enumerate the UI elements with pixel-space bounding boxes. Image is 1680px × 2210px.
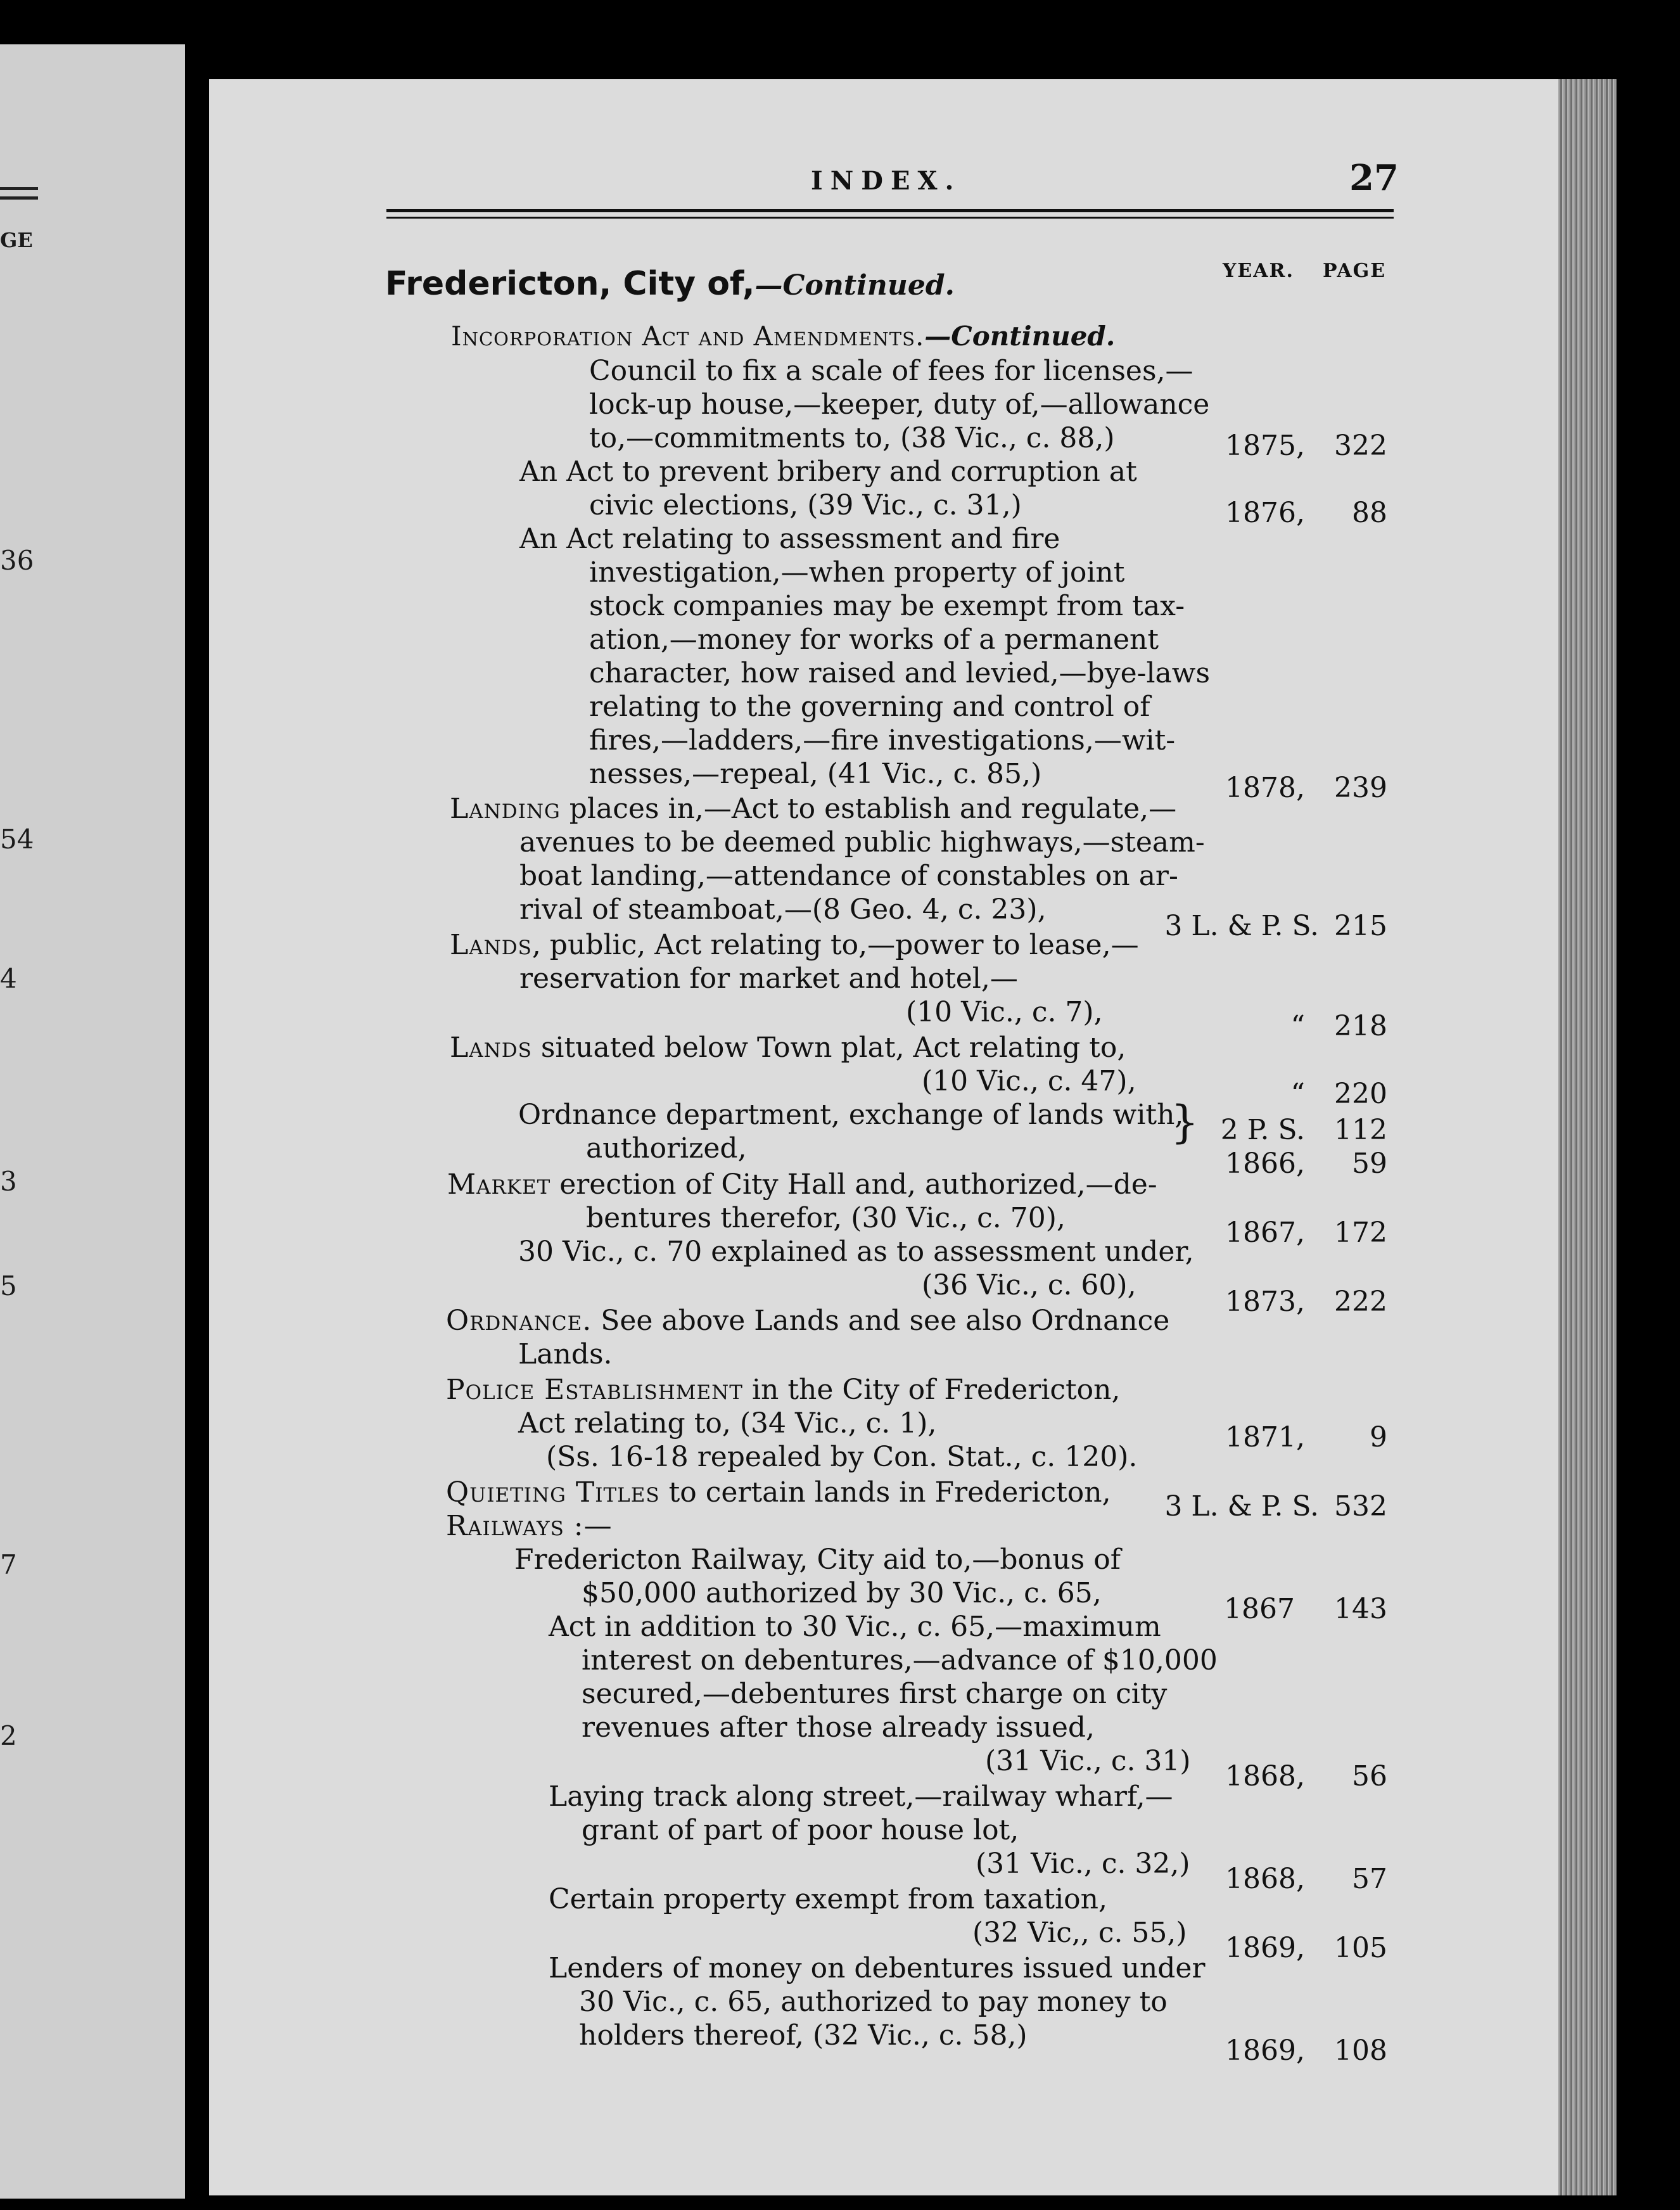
index-line: Ordnance department, exchange of lands with, — [518, 1099, 1184, 1131]
index-line: to,—commitments to, (38 Vic., c. 88,) — [589, 422, 1115, 454]
running-head: INDEX. — [811, 166, 962, 196]
ref-page: 108 — [1334, 2034, 1387, 2067]
index-line: (10 Vic., c. 7), — [906, 996, 1103, 1028]
ref-page: 215 — [1334, 910, 1387, 942]
ref-page: 322 — [1334, 430, 1387, 462]
header-rule — [386, 217, 1394, 219]
index-line: stock companies may be exempt from tax- — [589, 590, 1185, 622]
bracket-brace: } — [1171, 1096, 1199, 1148]
index-line: Laying track along street,—railway wharf,— — [549, 1780, 1173, 1813]
ref-page: 532 — [1334, 1490, 1387, 1523]
index-keyword: Lands — [450, 1032, 532, 1064]
index-line: fires,—ladders,—fire investigations,—wit- — [589, 724, 1176, 757]
header-rule — [386, 209, 1394, 212]
ref-year: 1868, — [1225, 1863, 1305, 1895]
ref-year: “ — [1290, 1078, 1305, 1110]
page-edge — [1558, 79, 1617, 2195]
index-line: (31 Vic., c. 31) — [985, 1745, 1191, 1777]
index-line-text: places in,—Act to establish and regulate,— — [560, 793, 1177, 825]
ref-page: 105 — [1334, 1932, 1387, 1964]
index-line: holders thereof, (32 Vic., c. 58,) — [579, 2019, 1028, 2052]
left-fragment-text: 7 — [0, 1549, 17, 1580]
index-line: revenues after those already issued, — [582, 1711, 1095, 1744]
left-fragment-text: 2 — [0, 1720, 17, 1751]
left-fragment-text: 3 — [0, 1166, 17, 1197]
ref-year: 2 P. S. — [1220, 1114, 1305, 1146]
column-head-year: YEAR. — [1223, 260, 1294, 282]
index-keyword: Landing — [450, 793, 561, 825]
index-line: Act relating to, (34 Vic., c. 1), — [518, 1407, 937, 1440]
index-line: avenues to be deemed public highways,—steam- — [519, 826, 1205, 859]
index-line: authorized, — [586, 1132, 747, 1165]
left-fragment-text: 5 — [0, 1270, 17, 1301]
ref-year: “ — [1290, 1010, 1305, 1042]
column-head-page: PAGE — [1323, 260, 1387, 282]
index-line: rival of steamboat,—(8 Geo. 4, c. 23), — [519, 893, 1047, 926]
index-keyword: Lands — [450, 929, 532, 961]
index-line-text: See above Lands and see also Ordnance — [592, 1305, 1170, 1337]
index-line — [450, 795, 1176, 823]
left-fragment-text: 4 — [0, 963, 17, 994]
ref-year: 3 L. & P. S. — [1164, 1490, 1319, 1523]
ref-page: 9 — [1370, 1421, 1387, 1453]
ref-year: 1867, — [1225, 1217, 1305, 1249]
ref-year: 1871, — [1225, 1421, 1305, 1453]
entry-heading-title: Fredericton, City of, — [385, 265, 755, 303]
index-line-text: , public, Act relating to,—power to lease,— — [531, 929, 1139, 961]
ref-page: 220 — [1334, 1078, 1387, 1110]
index-line: An Act relating to assessment and fire — [519, 523, 1060, 555]
index-line: Act in addition to 30 Vic., c. 65,—maximum — [549, 1611, 1161, 1643]
index-line: Council to fix a scale of fees for licenses,— — [589, 355, 1193, 387]
index-line-text: erection of City Hall and, authorized,—de- — [550, 1168, 1157, 1201]
index-line-text: situated below Town plat, Act relating to, — [531, 1032, 1126, 1064]
index-line: grant of part of poor house lot, — [582, 1814, 1019, 1846]
page-number: 27 — [1349, 157, 1399, 199]
index-line — [446, 1376, 1120, 1404]
index-line: Lands. — [518, 1338, 613, 1370]
ref-page: 143 — [1334, 1593, 1387, 1625]
index-line: ation,—money for works of a permanent — [589, 623, 1159, 656]
index-line: (Ss. 16-18 repealed by Con. Stat., c. 120). — [546, 1441, 1138, 1473]
index-keyword: Police Establishment — [446, 1374, 743, 1406]
left-rule — [0, 196, 38, 200]
index-line: civic elections, (39 Vic., c. 31,) — [589, 489, 1022, 521]
index-line: boat landing,—attendance of constables on ar- — [519, 860, 1178, 892]
index-line-text: to certain lands in Fredericton, — [659, 1476, 1111, 1509]
index-line — [450, 931, 1139, 959]
index-keyword: Market — [447, 1168, 551, 1201]
index-line: (32 Vic,, c. 55,) — [972, 1917, 1187, 1949]
index-line: secured,—debentures first charge on city — [582, 1678, 1168, 1710]
index-line-text: in the City of Fredericton, — [742, 1374, 1121, 1406]
index-line: $50,000 authorized by 30 Vic., c. 65, — [582, 1577, 1102, 1609]
entry-heading-continued: —Continued. — [754, 269, 955, 302]
left-fragment-text: 36 — [0, 545, 34, 576]
index-line: reservation for market and hotel,— — [519, 962, 1018, 995]
sub-heading-continued: —Continued. — [924, 321, 1116, 352]
left-rule — [0, 187, 38, 190]
ref-page: 57 — [1352, 1863, 1387, 1895]
ref-year: 1878, — [1225, 772, 1305, 804]
ref-page: 172 — [1334, 1217, 1387, 1249]
index-line: nesses,—repeal, (41 Vic., c. 85,) — [589, 758, 1042, 790]
ref-page: 218 — [1334, 1010, 1387, 1042]
ref-page: 88 — [1352, 497, 1387, 529]
ref-page: 222 — [1334, 1286, 1387, 1318]
index-line: (10 Vic., c. 47), — [922, 1065, 1136, 1097]
ref-year: 1866, — [1225, 1147, 1305, 1180]
index-line: interest on debentures,—advance of $10,000 — [582, 1644, 1218, 1677]
ref-year: 1873, — [1225, 1286, 1305, 1318]
entry-heading — [385, 265, 955, 303]
ref-page: 239 — [1334, 772, 1387, 804]
index-line: Certain property exempt from taxation, — [549, 1883, 1107, 1915]
ref-year: 1868, — [1225, 1760, 1305, 1792]
ref-page: 112 — [1334, 1114, 1387, 1146]
ref-year: 1875, — [1225, 430, 1305, 462]
sub-heading-title: Incorporation Act and Amendments. — [451, 321, 925, 352]
ref-page: 56 — [1352, 1760, 1387, 1792]
index-line: Lenders of money on debentures issued under — [549, 1952, 1206, 1984]
left-fragment-text: GE — [0, 228, 33, 252]
index-line: Railways :— — [446, 1510, 613, 1542]
sub-heading — [451, 323, 1115, 350]
index-line: lock-up house,—keeper, duty of,—allowance — [589, 388, 1210, 421]
index-line: bentures therefor, (30 Vic., c. 70), — [586, 1202, 1066, 1234]
index-line: (31 Vic., c. 32,) — [976, 1848, 1190, 1880]
index-keyword: Ordnance. — [446, 1305, 592, 1337]
index-line — [447, 1168, 1157, 1201]
index-line — [450, 1034, 1126, 1062]
ref-year: 1869, — [1225, 1932, 1305, 1964]
index-line — [446, 1307, 1169, 1335]
index-line: Fredericton Railway, City aid to,—bonus of — [514, 1543, 1121, 1576]
ref-year: 1876, — [1225, 497, 1305, 529]
index-line — [446, 1476, 1111, 1509]
index-line: investigation,—when property of joint — [589, 556, 1125, 589]
index-line: An Act to prevent bribery and corruption at — [519, 456, 1137, 488]
ref-year: 1867 — [1224, 1593, 1295, 1625]
index-line: 30 Vic., c. 70 explained as to assessment under, — [518, 1236, 1194, 1268]
left-page-fragment — [0, 44, 185, 2199]
index-line: relating to the governing and control of — [589, 691, 1150, 723]
ref-page: 59 — [1352, 1147, 1387, 1180]
index-line: 30 Vic., c. 65, authorized to pay money to — [579, 1986, 1168, 2018]
index-line: character, how raised and levied,—bye-laws — [589, 657, 1211, 689]
ref-year: 3 L. & P. S. — [1164, 910, 1319, 942]
left-fragment-text: 54 — [0, 824, 34, 855]
index-keyword: Quieting Titles — [446, 1476, 660, 1509]
index-line: (36 Vic., c. 60), — [922, 1269, 1136, 1301]
ref-year: 1869, — [1225, 2034, 1305, 2067]
